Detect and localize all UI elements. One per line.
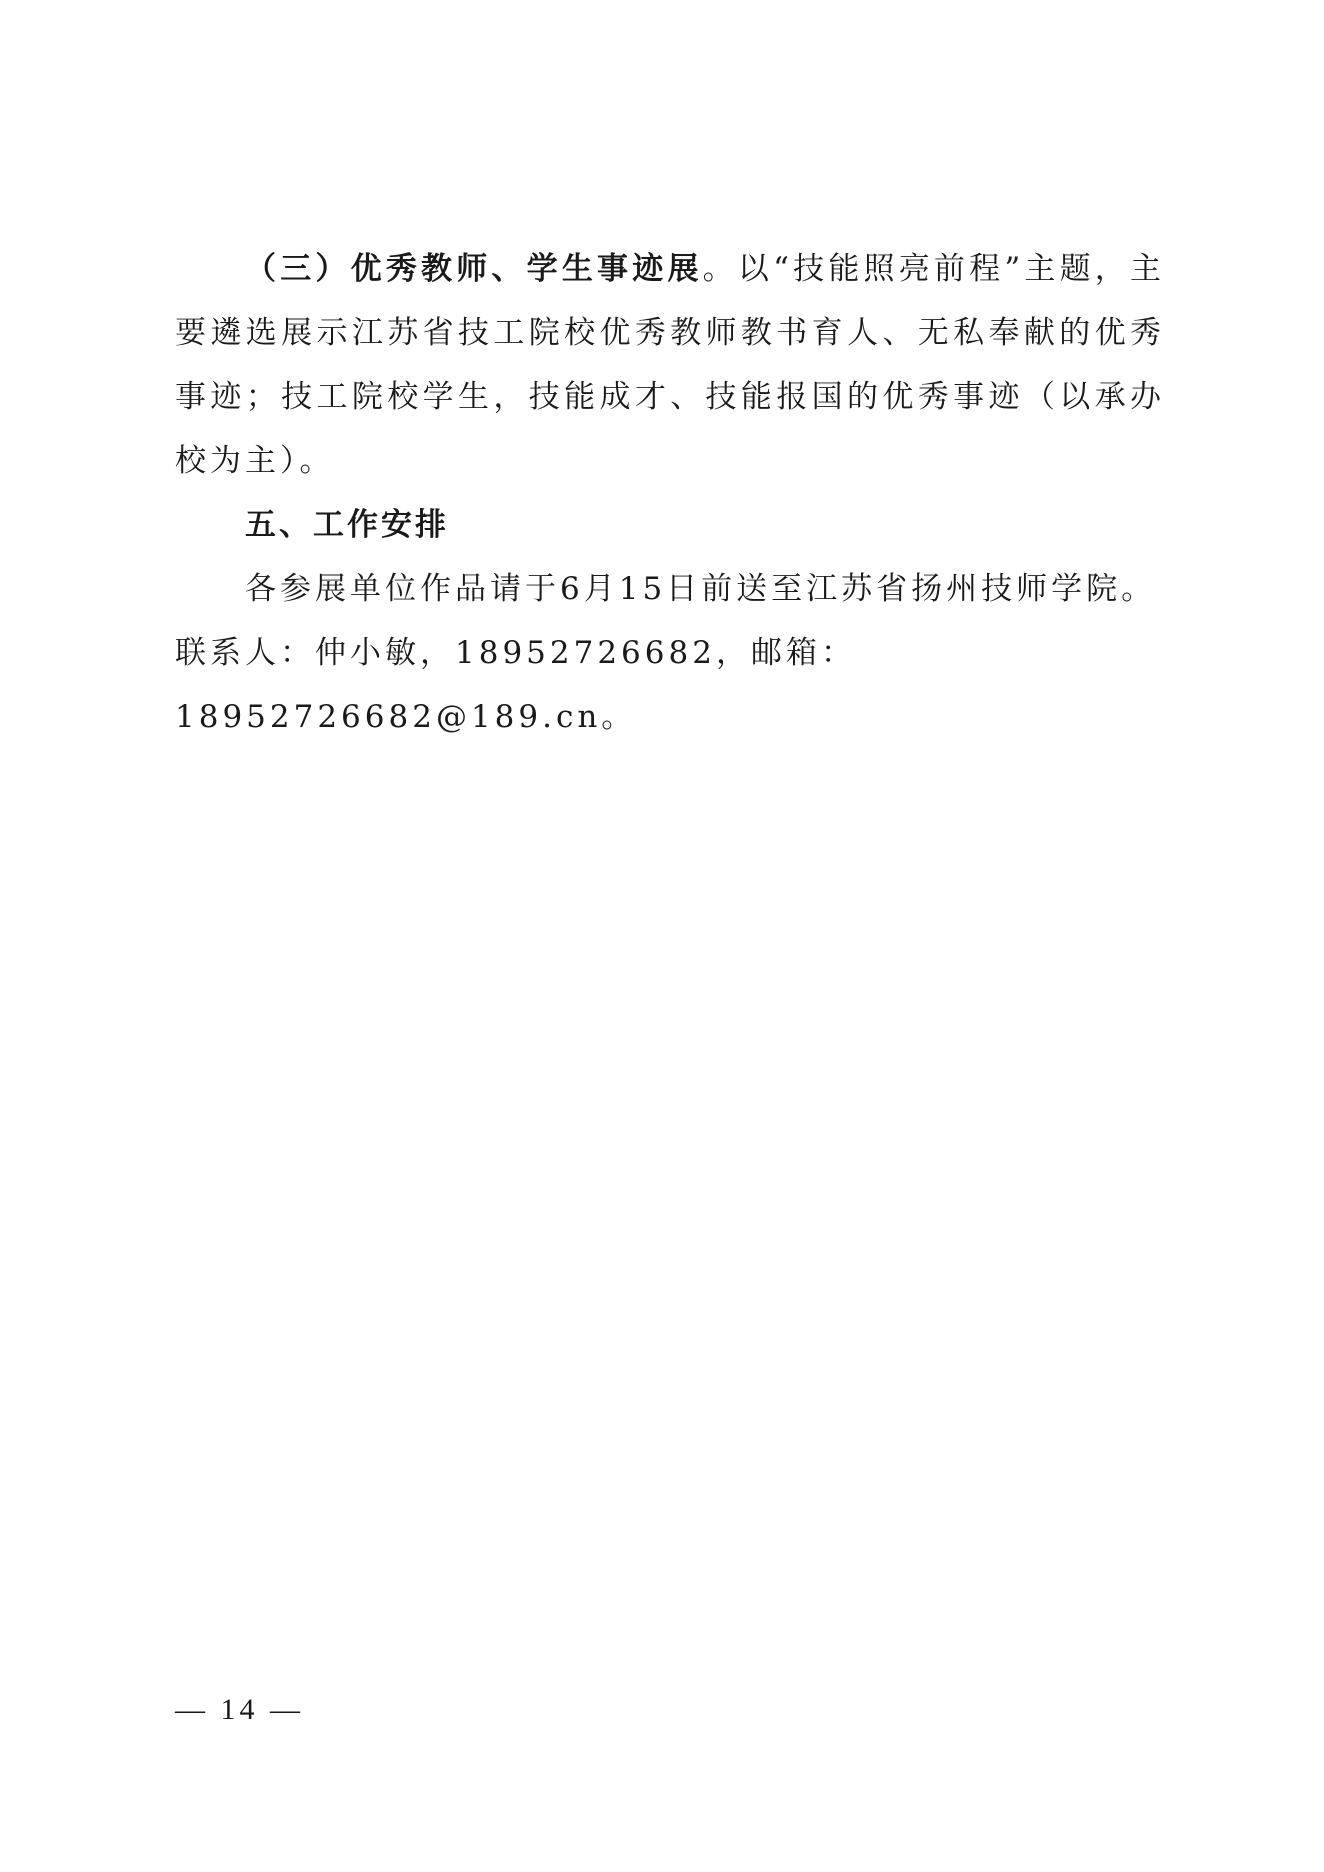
document-body	[175, 237, 1165, 749]
page-number: — 14 —	[175, 1693, 304, 1726]
section-5-contact-text: 联系人：仲小敏，18952726682，邮箱：18952726682@189.cn。	[175, 635, 856, 735]
section-5-arrangement-text: 各参展单位作品请于6月15日前送至江苏省扬州技师学院。	[245, 571, 1157, 607]
section-3-lead: （三）优秀教师、学生事迹展	[245, 251, 703, 287]
section-3-body: 。以“技能照亮前程”主题，主要遴选展示江苏省技工院校优秀教师教书育人、无私奉献的优秀事迹；技工院校学生，技能成才、技能报国的优秀事迹（以承办校为主）。	[175, 251, 1165, 479]
section-5-heading: 五、工作安排	[245, 507, 449, 543]
section-3-paragraph	[175, 237, 1165, 493]
